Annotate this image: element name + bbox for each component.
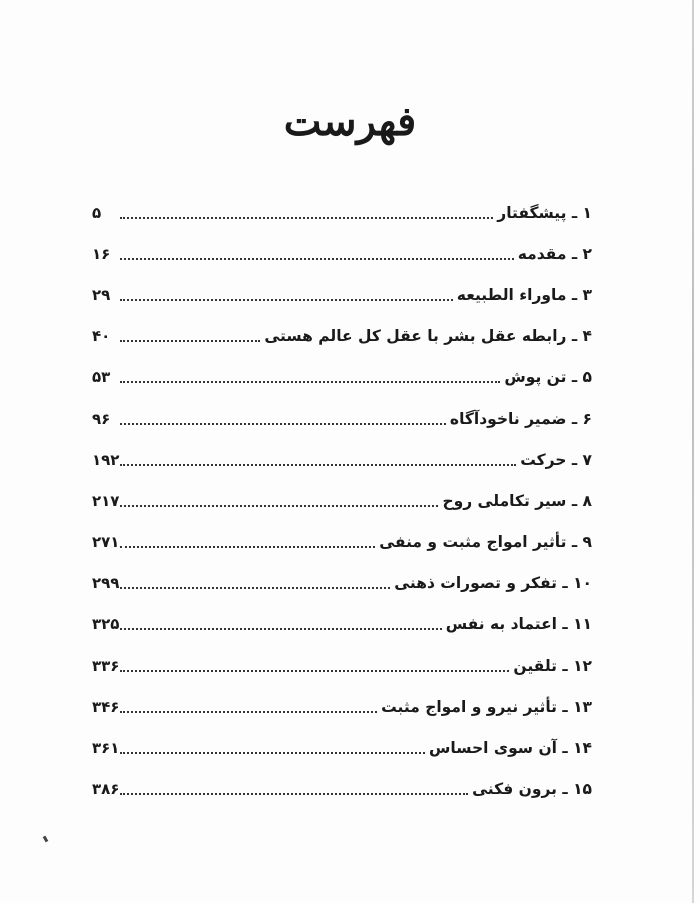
toc-entry-2[interactable] <box>92 233 592 274</box>
page-title: فهرست <box>283 98 417 145</box>
toc-entry-page-number: ۳۳۶ <box>92 656 120 675</box>
toc-entry-label: ۵ ـ تن پوش <box>504 368 592 387</box>
toc-entry-label: ۱۱ ـ اعتماد به نفس <box>445 615 592 634</box>
toc-entry-page-number: ۱۹۲ <box>92 450 120 469</box>
toc-entry-page-number: ۵ <box>92 203 102 222</box>
toc-entry-page-number: ۹۶ <box>92 409 111 428</box>
dot-leader <box>120 670 509 672</box>
dot-leader <box>120 258 514 260</box>
toc-entry-3[interactable] <box>92 274 592 315</box>
toc-entry-label: ۲ ـ مقدمه <box>517 244 592 263</box>
toc-entry-label: ۹ ـ تأثیر امواج مثبت و منفی <box>379 533 592 552</box>
toc-entry-page-number: ۳۸۶ <box>92 780 120 799</box>
toc-entry-label: ۳ ـ ماوراء الطبیعه <box>456 285 592 304</box>
toc-entry-label: ۷ ـ حرکت <box>520 450 592 469</box>
toc-entry-label: ۶ ـ ضمیر ناخودآگاه <box>449 409 592 428</box>
toc-entry-6[interactable] <box>92 398 592 439</box>
toc-entry-page-number: ۵۳ <box>92 368 111 387</box>
toc-entry-page-number: ۲۱۷ <box>92 491 120 510</box>
dot-leader <box>120 340 260 342</box>
toc-entry-label: ۸ ـ سیر تکاملی روح <box>442 491 592 510</box>
toc-entry-page-number: ۲۹۹ <box>92 574 120 593</box>
toc-entry-10[interactable] <box>92 563 592 604</box>
dot-leader <box>120 546 375 548</box>
toc-entry-label: ۱۳ ـ تأثیر نیرو و امواج مثبت <box>381 697 592 716</box>
dot-leader <box>120 587 390 589</box>
dot-leader <box>120 299 453 301</box>
dot-leader <box>120 752 425 754</box>
toc-entry-8[interactable] <box>92 480 592 521</box>
toc-entry-1[interactable] <box>92 192 592 233</box>
toc-entry-label: ۱۰ ـ تفکر و تصورات ذهنی <box>394 574 592 593</box>
toc-entry-14[interactable] <box>92 727 592 768</box>
dot-leader <box>120 464 516 466</box>
toc-entry-7[interactable] <box>92 439 592 480</box>
dot-leader <box>120 505 438 507</box>
toc-entry-page-number: ۳۲۵ <box>92 615 120 634</box>
toc-entry-label: ۱۲ ـ تلقین <box>513 656 592 675</box>
toc-entry-page-number: ۲۷۱ <box>92 533 120 552</box>
dot-leader <box>120 628 442 630</box>
toc-entry-label: ۱ ـ پیشگفتار <box>497 203 592 222</box>
scan-speck-mark <box>43 836 49 843</box>
toc-entry-page-number: ۲۹ <box>92 285 111 304</box>
toc-entry-15[interactable] <box>92 769 592 810</box>
toc-entry-page-number: ۱۶ <box>92 244 111 263</box>
table-of-contents <box>92 192 592 810</box>
toc-entry-label: ۴ ـ رابطه عقل بشر با عقل کل عالم هستی <box>264 327 592 346</box>
dot-leader <box>120 217 493 219</box>
toc-entry-5[interactable] <box>92 357 592 398</box>
toc-entry-11[interactable] <box>92 604 592 645</box>
toc-entry-page-number: ۳۴۶ <box>92 697 120 716</box>
toc-entry-4[interactable] <box>92 316 592 357</box>
dot-leader <box>120 423 446 425</box>
toc-entry-13[interactable] <box>92 686 592 727</box>
toc-entry-page-number: ۳۶۱ <box>92 739 120 758</box>
toc-entry-9[interactable] <box>92 522 592 563</box>
dot-leader <box>120 381 500 383</box>
toc-entry-label: ۱۵ ـ برون فکنی <box>472 780 592 799</box>
dot-leader <box>120 711 377 713</box>
toc-entry-label: ۱۴ ـ آن سوی احساس <box>429 739 592 758</box>
toc-entry-page-number: ۴۰ <box>92 327 111 346</box>
toc-entry-12[interactable] <box>92 645 592 686</box>
dot-leader <box>120 793 468 795</box>
